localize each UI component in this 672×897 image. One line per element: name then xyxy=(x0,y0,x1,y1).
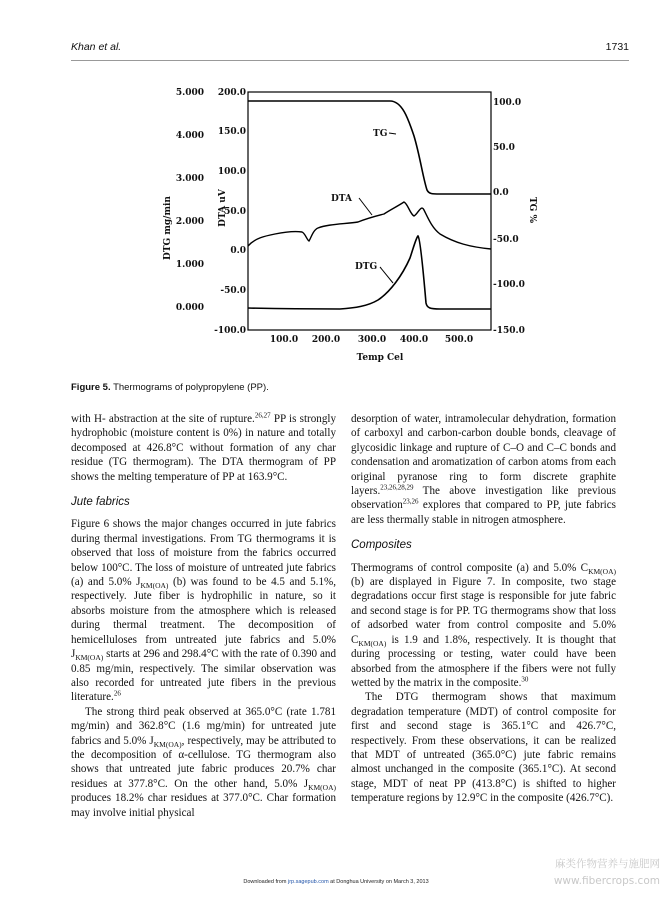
dtg-tick: 2.000 xyxy=(175,217,204,227)
paragraph: Thermograms of control composite (a) and 5.0% $C_{KM(OA)}$ (b) are displayed in Figure 7. In composite, two stage degradations occur first stage is responsible for jute fabric and second stage is for PP. TG thermograms show that loss of adsorbed water from control composite and 5.0% $C_{KM(OA)}$ is 1.9 and 1.8%, respectively. It is thought that during processing or testing, water could have been absorbed from the atmosphere if the fibers were not fully wetted by the matrix in the composite.$^{30}$ xyxy=(351,561,616,689)
dtg-label-pointer xyxy=(380,267,393,283)
paragraph: The strong third peak observed at 365.0°C (rate 1.781 mg/min) and 362.8°C (1.6 mg/min) for untreated jute fabrics and 5.0% $J_{KM(OA)}$, respectively, may be attributed to the decomposition of α-cellulose. TG thermogram also shows that untreated jute fabric produces 20.7% char residues at 377.8°C. On the other hand, 5.0% $J_{KM(OA)}$ produces 18.2% char residues at 377.0°C. Char formation may involve initial physical xyxy=(71,705,336,819)
dtg-tick: 1.000 xyxy=(175,260,204,270)
x-tick: 300.0 xyxy=(357,335,387,345)
x-tick: 500.0 xyxy=(444,335,474,345)
tg-axis-label: TG % xyxy=(527,196,537,224)
dta-tick: 150.0 xyxy=(217,127,246,137)
tg-curve-label: TG xyxy=(373,129,388,139)
left-column xyxy=(71,412,336,820)
tg-label-pointer xyxy=(389,133,396,134)
source-link[interactable]: jrp.sagepub.com xyxy=(287,879,329,885)
right-column xyxy=(351,412,616,806)
tg-tick: -50.0 xyxy=(493,235,519,245)
dta-tick: 200.0 xyxy=(217,88,246,98)
x-tick: 400.0 xyxy=(399,335,429,345)
dtg-tick: 5.000 xyxy=(175,88,204,98)
paragraph: Figure 6 shows the major changes occurred in jute fabrics during thermal investigations. From TG thermograms it is observed that loss of moisture from the fabrics occurred below 100°C. The loss of moisture of untreated jute fabrics (a) and 5.0% $J_{KM(OA)}$ (b) was found to be 4.5 and 5.1%, respectively. Jute fiber is hydrophilic in nature, so it absorbs moisture from the atmosphere which is released during thermal treatment. The decomposition of hemicelluloses from untreated jute fabrics and 5.0% $J_{KM(OA)}$ starts at 296 and 298.4°C with the rate of 0.390 and 0.85 mg/min, respectively. The similar observation was also recorded for untreated jute fibers in the previous literature.$^{26}$ xyxy=(71,518,337,704)
tg-curve xyxy=(248,101,491,194)
tg-tick: 0.0 xyxy=(493,188,509,198)
tg-tick: -150.0 xyxy=(493,326,525,336)
watermark-url: www.fibercrops.com xyxy=(553,875,660,887)
citation: 30 xyxy=(521,675,529,684)
paragraph: The DTG thermogram shows that maximum degradation temperature (MDT) of control composite for first and second stage is 365.1°C and 426.7°C, respectively. From these observations, it can be realized that MDT of untreated (365.0°C) jute fabric remains almost unchanged in the composite (365.1°C). At second stage, MDT of neat PP (413.8°C) is shifted to higher temperature regions by 12.9°C in the composite (426.7°C). xyxy=(351,691,616,805)
dta-tick: 50.0 xyxy=(224,207,246,217)
thermogram-figure xyxy=(140,78,535,374)
paragraph: desorption of water, intramolecular dehydration, formation of carboxyl and carbon-carbon double bonds, cleavage of glycosidic linkage and rupture of C–O and C–C bonds and condensation and aromatization of carbon atoms from each original pyranose ring to form discrete graphite layers.$^{23,26,28,29}$ The above investigation like previous observation$^{23,26}$ explores that compared to PP, jute fabrics are less thermally stable in nitrogen atmosphere. xyxy=(351,413,616,526)
paragraph: with H- abstraction at the site of rupture.$^{26,27}$ PP is strongly hydrophobic (moisture content is 0%) in nature and totally decomposed at 426.8°C without formation of any char residue (TG thermogram). The DTA thermogram of PP shows the melting temperature of PP at 163.9°C. xyxy=(71,411,337,483)
citation: 23,26 xyxy=(402,497,419,506)
dtg-tick: 3.000 xyxy=(175,174,204,184)
section-heading-composites: Composites xyxy=(351,539,412,552)
section-heading-jute-fabrics: Jute fabrics xyxy=(71,496,130,509)
tg-axis xyxy=(493,98,537,336)
running-head-authors: Khan et al. xyxy=(71,41,122,53)
dta-axis xyxy=(214,88,246,336)
dtg-axis xyxy=(163,88,204,313)
header-rule xyxy=(71,60,629,61)
dta-curve xyxy=(248,202,491,249)
dta-tick: 100.0 xyxy=(217,167,246,177)
dtg-axis-label: DTG mg/min xyxy=(163,196,173,260)
tg-tick: 100.0 xyxy=(493,98,522,108)
x-tick: 100.0 xyxy=(269,335,299,345)
dtg-tick: 0.000 xyxy=(175,303,204,313)
page-number: 1731 xyxy=(605,41,629,53)
watermark-chinese: 麻类作物营养与施肥网 xyxy=(555,858,660,870)
x-axis xyxy=(270,335,473,363)
figure-caption xyxy=(71,382,269,393)
dta-tick: -100.0 xyxy=(214,326,246,336)
citation: 23,26,28,29 xyxy=(380,483,414,492)
citation: 26,27 xyxy=(254,411,271,420)
figure-caption-label: Figure 5. xyxy=(71,382,111,393)
dta-curve-label: DTA xyxy=(331,194,352,204)
dtg-tick: 4.000 xyxy=(175,131,204,141)
dta-axis-label: DTA uV xyxy=(218,189,228,227)
tg-tick: -100.0 xyxy=(493,280,525,290)
tg-tick: 50.0 xyxy=(493,143,515,153)
x-tick: 200.0 xyxy=(311,335,341,345)
x-axis-label: Temp Cel xyxy=(356,353,404,363)
dtg-curve-label: DTG xyxy=(355,262,378,272)
dta-label-pointer xyxy=(359,198,372,215)
dta-tick: -50.0 xyxy=(220,286,246,296)
figure-caption-text: Thermograms of polypropylene (PP). xyxy=(113,382,269,393)
dta-tick: 0.0 xyxy=(230,246,246,256)
dtg-curve xyxy=(248,236,491,309)
download-footer: Downloaded from jrp.sagepub.com at Donghua University on March 3, 2013 xyxy=(243,879,429,885)
citation: 26 xyxy=(113,689,121,698)
